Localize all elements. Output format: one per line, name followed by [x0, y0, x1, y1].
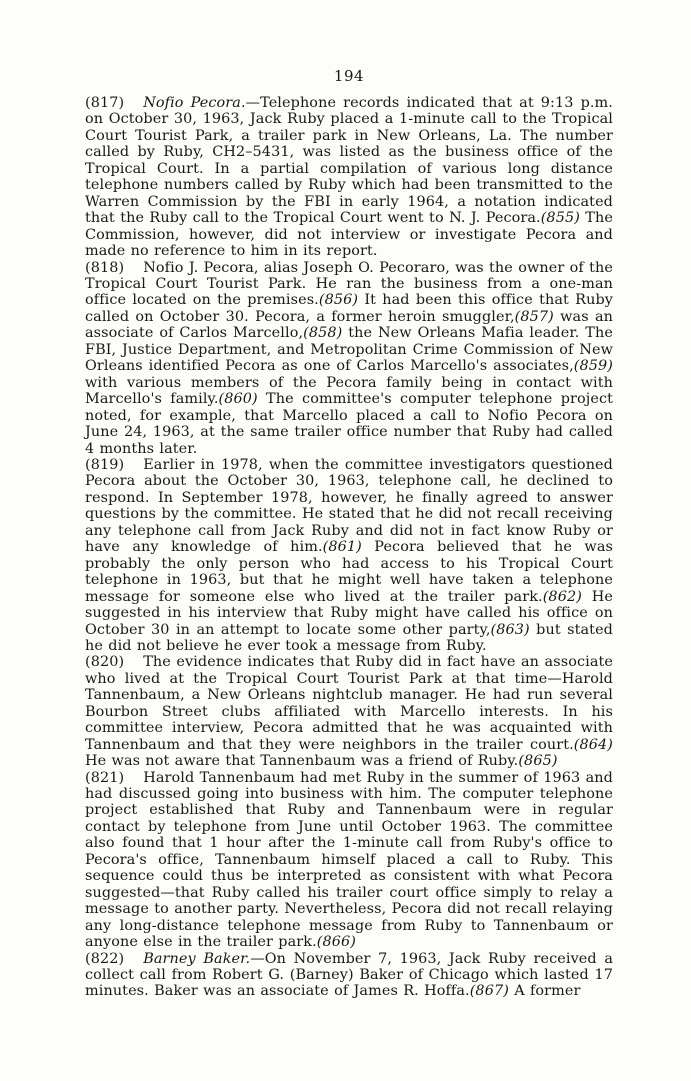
document-body — [85, 95, 613, 1000]
citation-ref: (859) — [573, 358, 613, 375]
text-segment: It had been this office that Ruby called on October 30. Pecora, a former heroin smuggler, — [85, 292, 613, 325]
text-segment: A former — [508, 983, 581, 1000]
paragraph-number: (817) — [85, 95, 125, 111]
paragraph-821 — [85, 770, 613, 951]
citation-ref: (857) — [514, 308, 554, 325]
text-segment: the New Orleans Mafia leader. The FBI, Justice Department, and Metropolitan Crime Commission of New Orleans identified Pecora as one of Carlos Marcello's associates, — [85, 325, 613, 375]
paragraph-number: (819) — [85, 456, 125, 473]
citation-ref: (855) — [540, 210, 580, 227]
text-segment: The evidence indicates that Ruby did in fact have an associate who lived at the Tropical Court Tourist Park at that time—Harold Tannenbaum, a New Orleans nightclub manager. He had run several Bourbon Street clubs affiliated with Marcello interests. In his committee interview, Pecora admitted that he was acquainted with Tannenbaum and that they were neighbors in the trailer court. — [85, 654, 613, 753]
text-segment: The Commission, however, did not interview or investigate Pecora and made no reference to him in its report. — [85, 210, 613, 260]
paragraph-818 — [85, 260, 613, 457]
text-segment: —Telephone records indicated that at 9:13 p.m. on October 30, 1963, Jack Ruby placed a 1-minute call to the Tropical Court Tourist Park, a trailer park in New Orleans, La. The number called by Ruby, CH2–5431, was listed as the business office of the Tropical Court. In a partial compilation of various long distance telephone numbers called by Ruby which had been transmitted to the Warren Commission by the FBI in early 1964, a notation indicated that the Ruby call to the Tropical Court went to N. J. Pecora. — [85, 95, 613, 227]
text-segment: Pecora believed that he was probably the only person who had access to his Tropical Court telephone in 1963, but that he might well have taken a telephone message for someone else who lived at the trailer park. — [85, 539, 613, 605]
citation-ref: (861) — [322, 539, 362, 556]
citation-ref: (860) — [218, 391, 258, 408]
paragraph-819 — [85, 457, 613, 654]
paragraph-820 — [85, 654, 613, 769]
text-segment: Harold Tannenbaum had met Ruby in the summer of 1963 and had discussed going into business with him. The computer telephone project established that Ruby and Tannenbaum were in regular contact by telephone from June until October 1963. The committee also found that 1 hour after the 1-minute call from Ruby's office to Pecora's office, Tannenbaum himself placed a call to Ruby. This sequence could thus be interpreted as consistent with what Pecora suggested—that Ruby called his trailer court office simply to relay a message to another party. Nevertheless, Pecora did not recall relaying any long-distance telephone message from Ruby to Tannenbaum or anyone else in the trailer park. — [85, 769, 613, 951]
text-segment: —On November 7, 1963, Jack Ruby received a collect call from Robert G. (Barney) Baker of Chicago which lasted 17 minutes. Baker was an associate of James R. Hoffa. — [85, 950, 614, 1000]
paragraph-number: (821) — [85, 769, 125, 786]
citation-ref: (865) — [518, 753, 558, 770]
text-segment: was an associate of Carlos Marcello, — [85, 308, 613, 342]
case-name-italic: Nofio Pecora. — [143, 95, 246, 111]
paragraph-number: (820) — [85, 654, 125, 671]
paragraph-817 — [85, 95, 613, 260]
citation-ref: (867) — [469, 983, 509, 1000]
text-segment: The committee's computer telephone project noted, for example, that Marcello placed a call to Nofio Pecora on June 24, 1963, at the same trailer office number that Ruby had called 4 months later. — [85, 391, 613, 457]
paragraph-822 — [85, 951, 613, 1000]
citation-ref: (864) — [573, 736, 613, 753]
text-segment: Earlier in 1978, when the committee investigators questioned Pecora about the October 30, 1963, telephone call, he declined to respond. In September 1978, however, he finally agreed to answer questions by the committee. He stated that he did not recall receiving any telephone call from Jack Ruby and did not in fact know Ruby or have any knowledge of him. — [85, 456, 613, 556]
citation-ref: (866) — [316, 934, 356, 951]
text-segment: with various members of the Pecora family being in contact with Marcello's family. — [85, 374, 613, 408]
citation-ref: (863) — [490, 621, 530, 638]
paragraph-number: (822) — [85, 950, 125, 967]
citation-ref: (862) — [542, 588, 582, 605]
paragraph-number: (818) — [85, 259, 125, 276]
text-segment: but stated he did not believe he ever took a message from Ruby. — [85, 621, 613, 654]
case-name-italic: Barney Baker. — [143, 950, 251, 967]
page-number: 194 — [333, 67, 365, 85]
citation-ref: (856) — [318, 292, 359, 309]
text-segment: He suggested in his interview that Ruby might have called his office on October 30 in an attempt to locate some other party, — [85, 588, 613, 638]
citation-ref: (858) — [303, 325, 343, 342]
text-segment: He was not aware that Tannenbaum was a friend of Ruby. — [85, 753, 519, 770]
text-segment: Nofio J. Pecora, alias Joseph O. Pecoraro, was the owner of the Tropical Court Tourist Park. He ran the business from a one-man office located on the premises. — [85, 259, 613, 309]
